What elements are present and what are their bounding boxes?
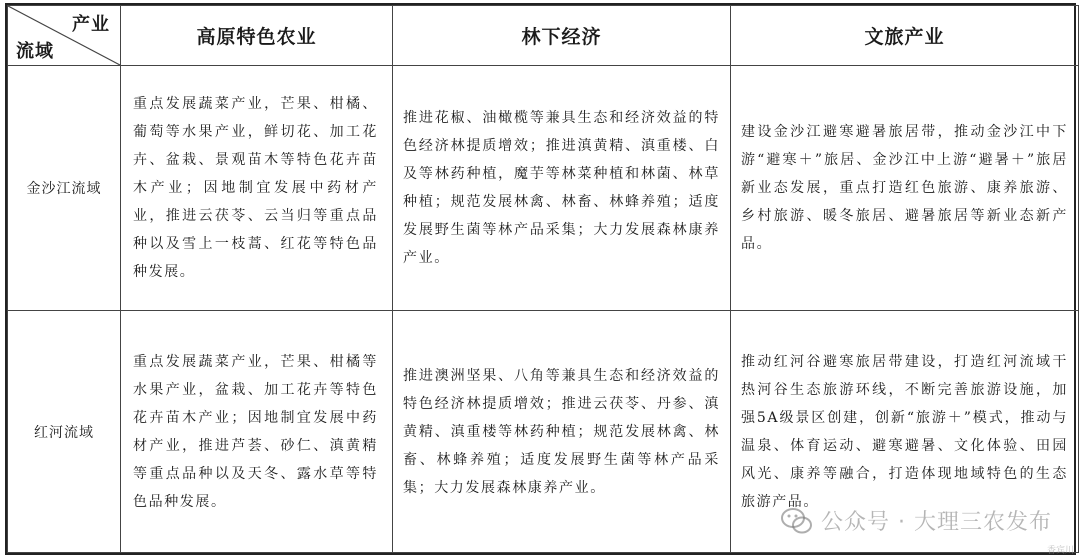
- cell-jinsha-forest-economy: 推进花椒、油橄榄等兼具生态和经济效益的特色经济林提质增效；推进滇黄精、滇重楼、白及等林药种植，魔芋等林菜种植和林菌、林草种植；规范发展林禽、林畜、林蜂养殖；适度发展野生菌等林产品采集；大力发展森林康养产业。: [393, 66, 731, 311]
- industry-table: [7, 5, 1079, 553]
- cell-redriver-tourism: 推动红河谷避寒旅居带建设，打造红河流域干热河谷生态旅游环线，不断完善旅游设施，加强5A级景区创建，创新“旅游＋”模式，推动与温泉、体育运动、避寒避暑、文化体验、田园风光、康养等融合，打造体现地域特色的生态旅游产品。: [731, 311, 1079, 553]
- cell-jinsha-tourism: 建设金沙江避寒避暑旅居带，推动金沙江中下游“避寒＋”旅居、金沙江中上游“避暑＋”旅居新业态发展，重点打造红色旅游、康养旅游、乡村旅游、暖冬旅居、避暑旅居等新业态新产品。: [731, 66, 1079, 311]
- corner-header-cell: [8, 6, 121, 66]
- table-header-row: [8, 6, 1079, 66]
- corner-label-industry: 产业: [72, 14, 110, 35]
- row-label-red-river: 红河流域: [8, 311, 121, 553]
- column-header-culture-tourism: 文旅产业: [731, 6, 1079, 66]
- cell-redriver-forest-economy: 推进澳洲坚果、八角等兼具生态和经济效益的特色经济林提质增效；推进云茯苓、丹参、滇黄精、滇重楼等林药种植；规范发展林禽、林畜、林蜂养殖；适度发展野生菌等林产品采集；大力发展森林康养产业。: [393, 311, 731, 553]
- cell-redriver-agriculture: 重点发展蔬菜产业，芒果、柑橘等水果产业，盆栽、加工花卉等特色花卉苗木产业；因地制宜发展中药材产业，推进芦荟、砂仁、滇黄精等重点品种以及天冬、露水草等特色品种发展。: [121, 311, 393, 553]
- row-label-jinsha-river: 金沙江流域: [8, 66, 121, 311]
- watermark-text: 公众号 · 大理三农发布: [821, 510, 1052, 535]
- table-row-jinsha-river: [8, 66, 1079, 311]
- table-row-red-river: [8, 311, 1079, 553]
- cell-jinsha-agriculture: 重点发展蔬菜产业，芒果、柑橘、葡萄等水果产业，鲜切花、加工花卉、盆栽、景观苗木等特色花卉苗木产业；因地制宜发展中药材产业，推进云茯苓、云当归等重点品种以及雪上一枝蒿、红花等特色品种发展。: [121, 66, 393, 311]
- corner-watermark-text: 香宾川: [1046, 546, 1074, 556]
- corner-label-basin: 流域: [16, 41, 54, 62]
- industry-table-frame: [5, 3, 1076, 555]
- column-header-plateau-agriculture: 高原特色农业: [121, 6, 393, 66]
- column-header-forest-economy: 林下经济: [393, 6, 731, 66]
